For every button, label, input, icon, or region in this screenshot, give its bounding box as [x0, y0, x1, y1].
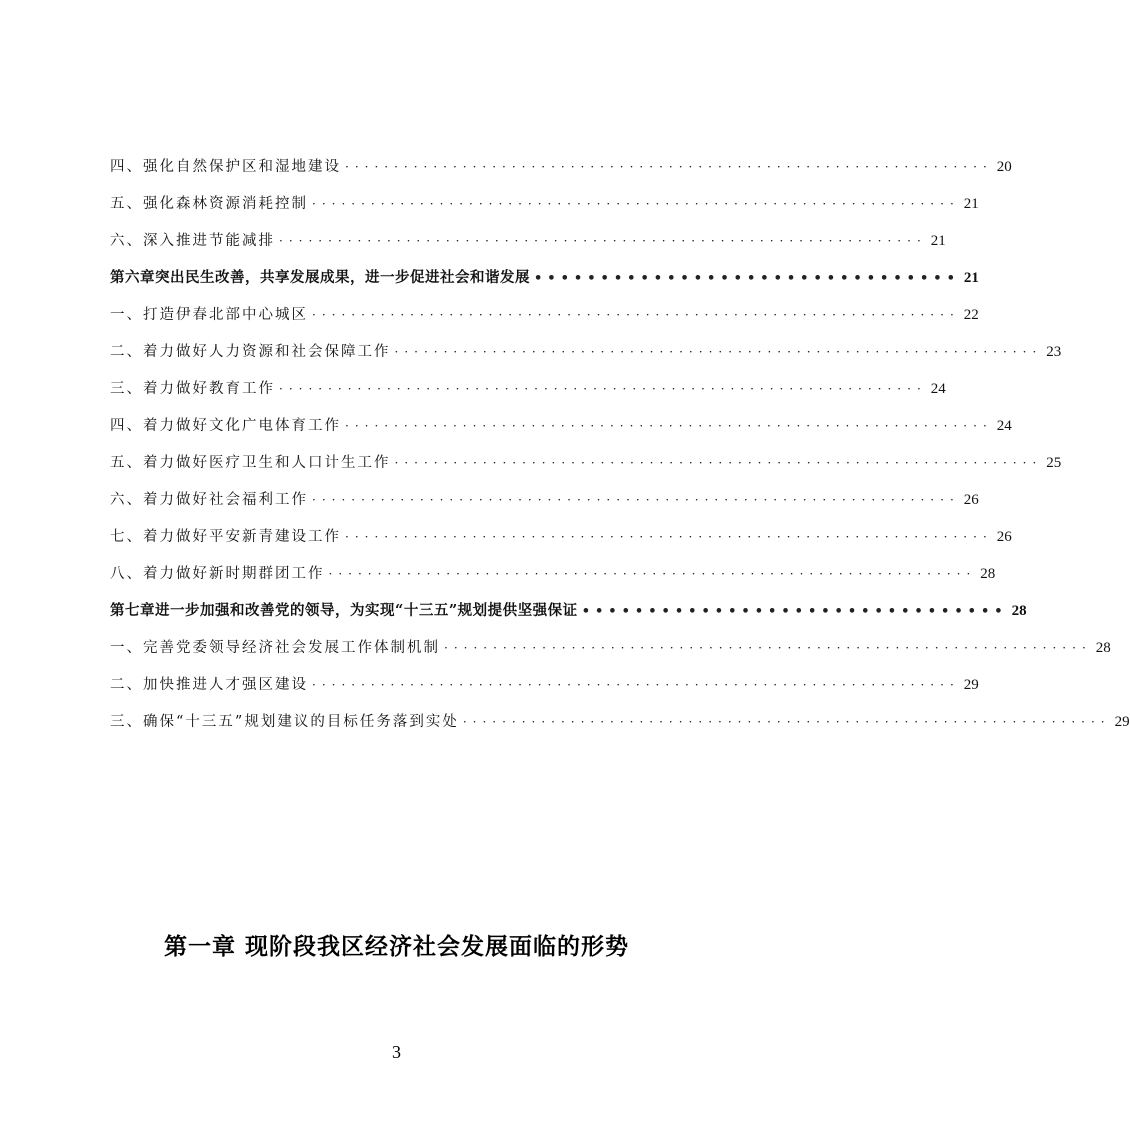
page-number: 3 — [392, 1042, 401, 1062]
toc-entry-page: 24 — [996, 418, 1012, 434]
toc-entry-label: 五、强化森林资源消耗控制 — [110, 196, 308, 212]
toc-entry-page: 20 — [996, 159, 1012, 175]
toc-entry-label: 一、完善党委领导经济社会发展工作体制机制 — [110, 640, 440, 656]
toc-leader-dots: ·································································· — [312, 493, 960, 507]
toc-leader-dots: ·································································· — [345, 419, 993, 433]
toc-leader-dots: ·································································· — [328, 567, 977, 581]
toc-entry — [110, 710, 1130, 747]
toc-entry-page: 21 — [930, 233, 946, 249]
toc-entry-label: 六、深入推进节能减排 — [110, 233, 275, 249]
toc-leader-dots: ·································································· — [312, 197, 960, 211]
toc-leader-dots: ·································································· — [444, 641, 1092, 655]
toc-leader-dots: ·································································· — [345, 530, 993, 544]
toc-entry-label: 第六章突出民生改善，共享发展成果，进一步促进社会和谐发展 — [110, 269, 530, 286]
toc-entry-label: 三、着力做好教育工作 — [110, 381, 275, 397]
toc-leader-dots: ·································································· — [345, 160, 993, 174]
toc-entry — [110, 562, 996, 599]
toc-entry-page: 28 — [1095, 640, 1111, 656]
toc-entry — [110, 155, 1012, 192]
toc-leader-dots: ·································································· — [394, 345, 1043, 359]
toc-entry-label: 四、强化自然保护区和湿地建设 — [110, 159, 341, 175]
toc-entry-page: 28 — [980, 566, 996, 582]
toc-entry-page: 22 — [963, 307, 979, 323]
toc-entry — [110, 340, 1062, 377]
toc-entry-page: 26 — [963, 492, 979, 508]
toc-entry-page: 29 — [963, 677, 979, 693]
toc-entry — [110, 192, 979, 229]
toc-entry-label: 一、打造伊春北部中心城区 — [110, 307, 308, 323]
toc-leader-dots: •••••••••••••••••••••••••••••••• — [581, 604, 1008, 619]
toc-leader-dots: ·································································· — [462, 715, 1111, 729]
toc-entry-label: 二、加快推进人才强区建设 — [110, 677, 308, 693]
toc-entry-page: 21 — [963, 196, 979, 212]
toc-leader-dots: ·································································· — [312, 308, 960, 322]
toc-leader-dots: ·································································· — [279, 234, 927, 248]
toc-entry-page: 28 — [1011, 603, 1027, 619]
toc-leader-dots: ·································································· — [394, 456, 1043, 470]
toc-entry-page: 24 — [930, 381, 946, 397]
toc-entry — [110, 525, 1012, 562]
toc-entry — [110, 673, 979, 710]
toc-entry-page: 29 — [1114, 714, 1130, 730]
toc-leader-dots: ·································································· — [312, 678, 960, 692]
toc-entry-page: 26 — [996, 529, 1012, 545]
toc-chapter-entry — [110, 599, 1027, 636]
toc-entry-label: 八、着力做好新时期群团工作 — [110, 566, 325, 582]
toc-leader-dots: •••••••••••••••••••••••••••••••• — [534, 271, 960, 286]
toc-entry-page: 21 — [963, 270, 979, 286]
toc-chapter-entry — [110, 266, 979, 303]
toc-entry-label: 七、着力做好平安新青建设工作 — [110, 529, 341, 545]
toc-entry-page: 25 — [1046, 455, 1062, 471]
toc-entry — [110, 303, 979, 340]
toc-entry — [110, 414, 1012, 451]
toc-entry-label: 六、着力做好社会福利工作 — [110, 492, 308, 508]
toc-entry — [110, 377, 946, 414]
toc-entry-page: 23 — [1046, 344, 1062, 360]
toc-entry-label: 四、着力做好文化广电体育工作 — [110, 418, 341, 434]
toc-entry — [110, 636, 1111, 673]
toc-leader-dots: ·································································· — [279, 382, 927, 396]
toc-entry — [110, 451, 1062, 488]
chapter-heading: 第一章 现阶段我区经济社会发展面临的形势 — [163, 934, 629, 960]
toc-entry — [110, 229, 946, 266]
toc-entry — [110, 488, 979, 525]
toc-entry-label: 二、着力做好人力资源和社会保障工作 — [110, 344, 391, 360]
toc-entry-label: 第七章进一步加强和改善党的领导，为实现“十三五”规划提供坚强保证 — [110, 602, 578, 619]
table-of-contents — [110, 155, 1130, 747]
toc-entry-label: 三、确保“十三五”规划建议的目标任务落到实处 — [110, 714, 459, 730]
toc-entry-label: 五、着力做好医疗卫生和人口计生工作 — [110, 455, 391, 471]
